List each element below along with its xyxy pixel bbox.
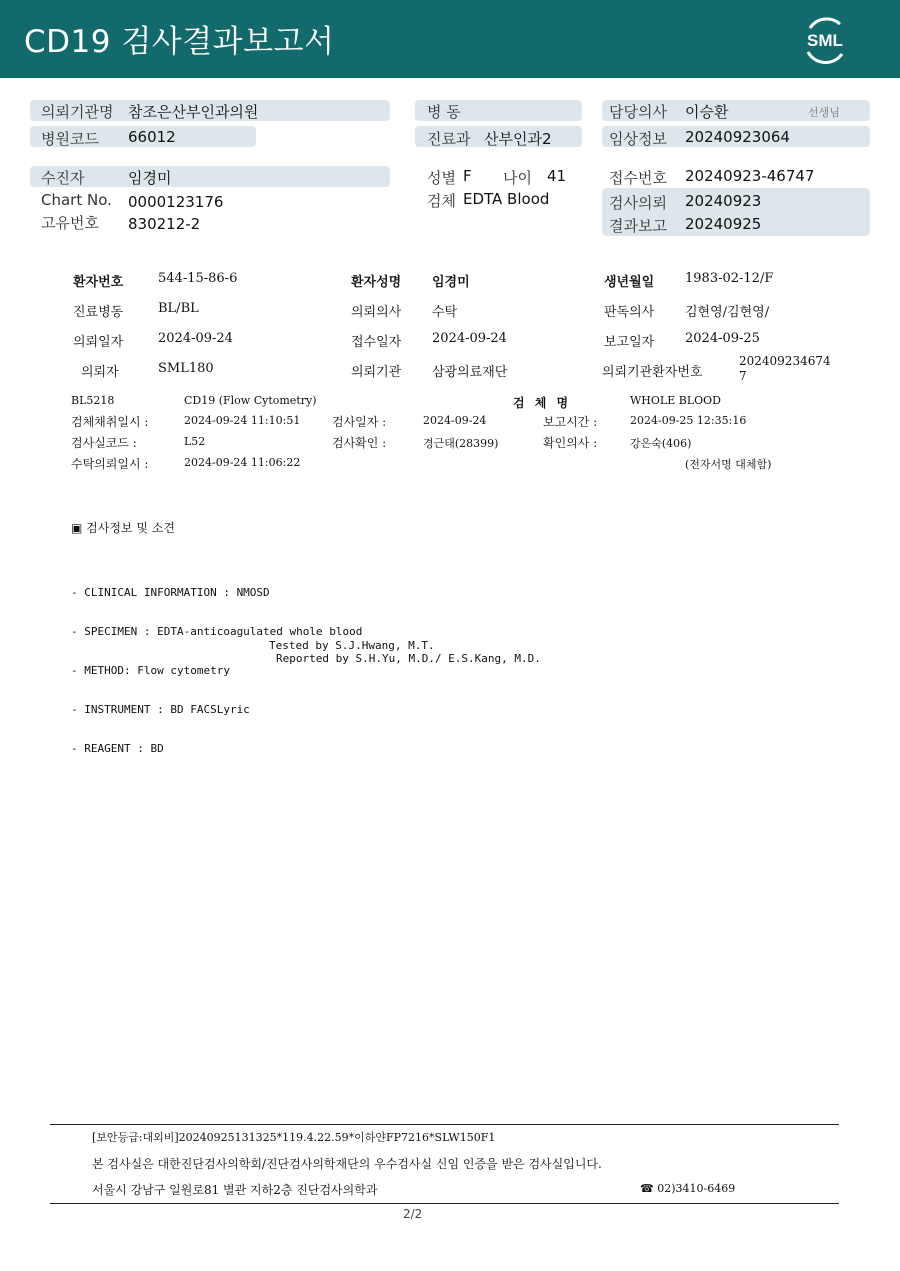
req-date-label: 의뢰일자 bbox=[73, 335, 124, 350]
ward-label: 병 동 bbox=[427, 103, 461, 121]
receive-value: 2024-09-24 11:06:22 bbox=[184, 456, 301, 469]
req-pt-no-value-2: 7 bbox=[739, 369, 747, 383]
unique-value: 830212-2 bbox=[128, 215, 201, 233]
pt-name-label: 환자성명 bbox=[351, 275, 402, 290]
department-label: 진료과 bbox=[427, 130, 471, 148]
report-time-value: 2024-09-25 12:35:16 bbox=[630, 414, 747, 427]
collect-label: 검체채취일시 : bbox=[71, 415, 149, 429]
req-doctor-label: 의뢰의사 bbox=[351, 305, 402, 320]
cert-line: 본 검사실은 대한진단검사의학회/진단검사의학재단의 우수검사실 신임 인증을 받은 검사실입니다. bbox=[92, 1157, 602, 1171]
specimen-label: 검체 bbox=[427, 192, 456, 210]
age-label: 나이 bbox=[503, 169, 532, 187]
sex-value: F bbox=[463, 167, 472, 185]
requester-label: 의뢰자 bbox=[81, 365, 119, 380]
test-code: BL5218 bbox=[71, 394, 115, 407]
confirm-value: 경근태(28399) bbox=[423, 437, 499, 450]
finding-line: - INSTRUMENT : BD FACSLyric bbox=[71, 703, 250, 716]
sml-logo bbox=[800, 12, 850, 66]
rec-date-value: 2024-09-24 bbox=[432, 331, 507, 346]
reading-doctor-label: 판독의사 bbox=[604, 305, 655, 320]
receipt-value: 20240923-46747 bbox=[685, 167, 815, 185]
clinical-label: 임상정보 bbox=[609, 130, 667, 148]
reported-by: Reported by S.H.Yu, M.D./ E.S.Kang, M.D. bbox=[276, 652, 541, 665]
dob-value: 1983-02-12/F bbox=[685, 271, 774, 286]
lab-code-value: L52 bbox=[184, 435, 206, 448]
req-inst-value: 삼광의료재단 bbox=[432, 365, 508, 380]
request-label: 검사의뢰 bbox=[609, 194, 667, 212]
age-value: 41 bbox=[547, 167, 567, 185]
confirm-doc-value: 강은숙(406) bbox=[630, 437, 692, 450]
receipt-label: 접수번호 bbox=[609, 169, 667, 187]
specimen-value: EDTA Blood bbox=[463, 190, 550, 208]
patient-label: 수진자 bbox=[41, 169, 85, 187]
collect-value: 2024-09-24 11:10:51 bbox=[184, 414, 301, 427]
chart-label: Chart No. bbox=[41, 191, 112, 209]
department-value: 산부인과2 bbox=[484, 130, 552, 148]
finding-line: - METHOD: Flow cytometry bbox=[71, 664, 230, 677]
dob-label: 생년월일 bbox=[604, 275, 655, 290]
pt-no-label: 환자번호 bbox=[73, 275, 124, 290]
request-value: 20240923 bbox=[685, 192, 762, 210]
rep-date-value: 2024-09-25 bbox=[685, 331, 760, 346]
patient-value: 임경미 bbox=[128, 169, 172, 187]
result-value: 20240925 bbox=[685, 215, 762, 233]
pt-name-value: 임경미 bbox=[432, 275, 470, 290]
test-date-value: 2024-09-24 bbox=[423, 414, 487, 427]
rec-date-label: 접수일자 bbox=[351, 335, 402, 350]
confirm-doc-label: 확인의사 : bbox=[543, 436, 598, 450]
test-specimen-label: 검 체 명 bbox=[513, 396, 572, 410]
sex-label: 성별 bbox=[427, 169, 456, 187]
security-line: [보안등급:대외비]20240925131325*119.4.22.59*이하얀FP7216*SLW150F1 bbox=[92, 1131, 496, 1144]
report-time-label: 보고시간 : bbox=[543, 415, 598, 429]
result-label: 결과보고 bbox=[609, 217, 667, 235]
req-pt-no-value: 202409234674 bbox=[739, 354, 831, 368]
page-title: CD19 검사결과보고서 bbox=[24, 24, 335, 60]
clinical-value: 20240923064 bbox=[685, 128, 790, 146]
findings-title: ▣ 검사정보 및 소견 bbox=[71, 521, 175, 535]
finding-line: - SPECIMEN : EDTA-anticoagulated whole blood bbox=[71, 625, 363, 638]
confirm-label: 검사확인 : bbox=[332, 436, 387, 450]
rep-date-label: 보고일자 bbox=[604, 335, 655, 350]
req-inst-label: 의뢰기관 bbox=[351, 365, 402, 380]
institution-value: 참조은산부인과의원 bbox=[128, 103, 259, 121]
req-doctor-value: 수탁 bbox=[432, 305, 458, 320]
pt-no-value: 544-15-86-6 bbox=[158, 271, 238, 286]
footer-bottom-rule bbox=[50, 1203, 839, 1204]
address-line: 서울시 강남구 일원로81 별관 지하2층 진단검사의학과 bbox=[92, 1183, 378, 1197]
footer-top-rule bbox=[50, 1124, 839, 1125]
receive-label: 수탁의뢰일시 : bbox=[71, 457, 149, 471]
svg-text:SML: SML bbox=[807, 31, 843, 50]
requester-value: SML180 bbox=[158, 361, 214, 376]
hospital-code-label: 병원코드 bbox=[41, 130, 99, 148]
unique-label: 고유번호 bbox=[41, 214, 99, 232]
req-date-value: 2024-09-24 bbox=[158, 331, 233, 346]
page-number: 2/2 bbox=[403, 1207, 423, 1221]
ward2-label: 진료병동 bbox=[73, 305, 124, 320]
chart-value: 0000123176 bbox=[128, 193, 224, 211]
finding-line: - REAGENT : BD bbox=[71, 742, 164, 755]
ward2-value: BL/BL bbox=[158, 301, 199, 316]
institution-label: 의뢰기관명 bbox=[41, 103, 114, 121]
test-specimen-value: WHOLE BLOOD bbox=[630, 394, 721, 407]
esign-note: (전자서명 대체함) bbox=[685, 458, 772, 471]
phone-line: ☎ 02)3410-6469 bbox=[640, 1182, 736, 1195]
doctor-suffix: 선생님 bbox=[808, 106, 840, 119]
finding-line: - CLINICAL INFORMATION : NMOSD bbox=[71, 586, 270, 599]
lab-code-label: 검사실코드 : bbox=[71, 436, 137, 450]
test-name: CD19 (Flow Cytometry) bbox=[184, 394, 317, 407]
doctor-value: 이승환 bbox=[685, 103, 729, 121]
doctor-label: 담당의사 bbox=[609, 103, 667, 121]
test-date-label: 검사일자 : bbox=[332, 415, 387, 429]
hospital-code-value: 66012 bbox=[128, 128, 176, 146]
report-header bbox=[0, 0, 900, 78]
tested-by: Tested by S.J.Hwang, M.T. bbox=[269, 639, 435, 652]
req-pt-no-label: 의뢰기관환자번호 bbox=[602, 365, 703, 380]
reading-doctor-value: 김현영/김현영/ bbox=[685, 305, 770, 320]
